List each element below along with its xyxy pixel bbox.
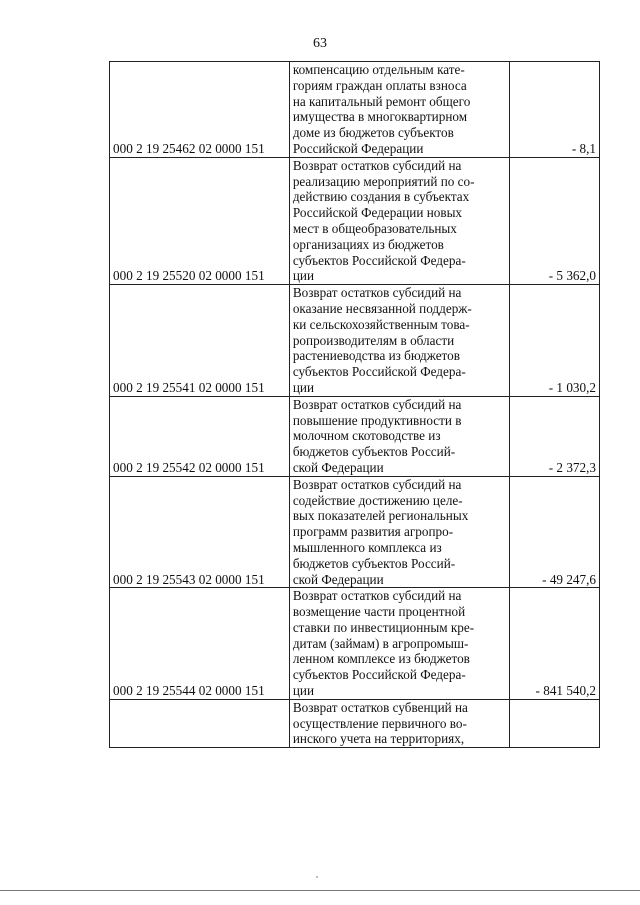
description-line: ставки по инвестиционным кре-	[292, 619, 475, 635]
revenue-description	[289, 62, 509, 158]
budget-classification-code: 000 2 19 25541 02 0000 151	[110, 285, 290, 397]
description-line: ки сельскохозяйственным това-	[292, 316, 470, 332]
description-line: ции	[292, 268, 315, 284]
budget-classification-code: 000 2 19 25462 02 0000 151	[110, 62, 290, 158]
description-line: организациях из бюджетов	[292, 236, 444, 252]
description-line: ции	[292, 683, 315, 699]
description-line: ской Федерации	[292, 571, 384, 587]
revenue-description	[289, 157, 509, 284]
description-line: имущества в многоквартирном	[292, 109, 468, 125]
description-line: субъектов Российской Федера-	[292, 252, 466, 268]
description-line: доме из бюджетов субъектов	[292, 125, 454, 141]
amount-value: - 1 030,2	[510, 285, 600, 397]
budget-classification-code: 000 2 19 25542 02 0000 151	[110, 396, 290, 476]
description-line: Российской Федерации новых	[292, 205, 463, 221]
description-line: оказание несвязанной поддерж-	[292, 300, 472, 316]
table-row	[110, 62, 600, 158]
description-line: содействие достижению целе-	[292, 492, 463, 508]
budget-table	[109, 61, 600, 748]
description-line: Возврат остатков субсидий на	[292, 588, 462, 604]
scan-speck	[316, 876, 318, 878]
budget-classification-code: 000 2 19 25543 02 0000 151	[110, 476, 290, 588]
budget-classification-code: 000 2 19 25544 02 0000 151	[110, 588, 290, 700]
description-line: вых показателей региональных	[292, 508, 469, 524]
description-line: действию создания в субъектах	[292, 189, 470, 205]
description-line: Возврат остатков субсидий на	[292, 157, 462, 173]
description-line: бюджетов субъектов Россий-	[292, 444, 456, 460]
description-line: Возврат остатков субсидий на	[292, 285, 462, 301]
revenue-description	[289, 396, 509, 476]
description-line: субъектов Российской Федера-	[292, 364, 466, 380]
description-line: на капитальный ремонт общего	[292, 93, 471, 109]
revenue-description	[289, 699, 509, 747]
description-line: повышение продуктивности в	[292, 412, 462, 428]
description-line: ской Федерации	[292, 459, 384, 475]
description-line: бюджетов субъектов Россий-	[292, 555, 456, 571]
description-line: возмещение части процентной	[292, 604, 466, 620]
description-line: реализацию мероприятий по со-	[292, 173, 475, 189]
amount-value: - 841 540,2	[510, 588, 600, 700]
description-line: Возврат остатков субсидий на	[292, 396, 462, 412]
description-line: растениеводства из бюджетов	[292, 348, 460, 364]
description-line: ропроизводителям в области	[292, 332, 455, 348]
page-bottom-rule	[0, 890, 640, 891]
description-line: гориям граждан оплаты взноса	[292, 77, 467, 93]
description-line: Российской Федерации	[292, 140, 424, 156]
budget-classification-code: 000 2 19 25520 02 0000 151	[110, 157, 290, 284]
table-row	[110, 588, 600, 700]
description-line: молочном скотоводстве из	[292, 428, 441, 444]
description-line: ции	[292, 379, 315, 395]
budget-classification-code	[110, 699, 290, 747]
revenue-description	[289, 285, 509, 397]
amount-value: - 5 362,0	[510, 157, 600, 284]
description-line: инского учета на территориях,	[292, 731, 465, 747]
table-row	[110, 699, 600, 747]
page-number: 63	[313, 36, 327, 51]
description-line: компенсацию отдельным кате-	[292, 62, 465, 77]
description-line: Возврат остатков субсидий на	[292, 476, 462, 492]
description-line: мест в общеобразовательных	[292, 220, 457, 236]
description-line: осуществление первичного во-	[292, 715, 467, 731]
description-line: мышленного комплекса из	[292, 539, 442, 555]
description-line: Возврат остатков субвенций на	[292, 699, 468, 715]
amount-value: - 8,1	[510, 62, 600, 158]
amount-value	[510, 699, 600, 747]
description-line: субъектов Российской Федера-	[292, 667, 466, 683]
budget-table-body	[110, 62, 600, 748]
table-row	[110, 157, 600, 284]
amount-value: - 49 247,6	[510, 476, 600, 588]
table-row	[110, 476, 600, 588]
description-line: ленном комплексе из бюджетов	[292, 651, 470, 667]
description-line: программ развития агропро-	[292, 524, 454, 540]
description-line: дитам (займам) в агропромыш-	[292, 635, 469, 651]
revenue-description	[289, 476, 509, 588]
revenue-description	[289, 588, 509, 700]
table-row	[110, 285, 600, 397]
amount-value: - 2 372,3	[510, 396, 600, 476]
table-row	[110, 396, 600, 476]
